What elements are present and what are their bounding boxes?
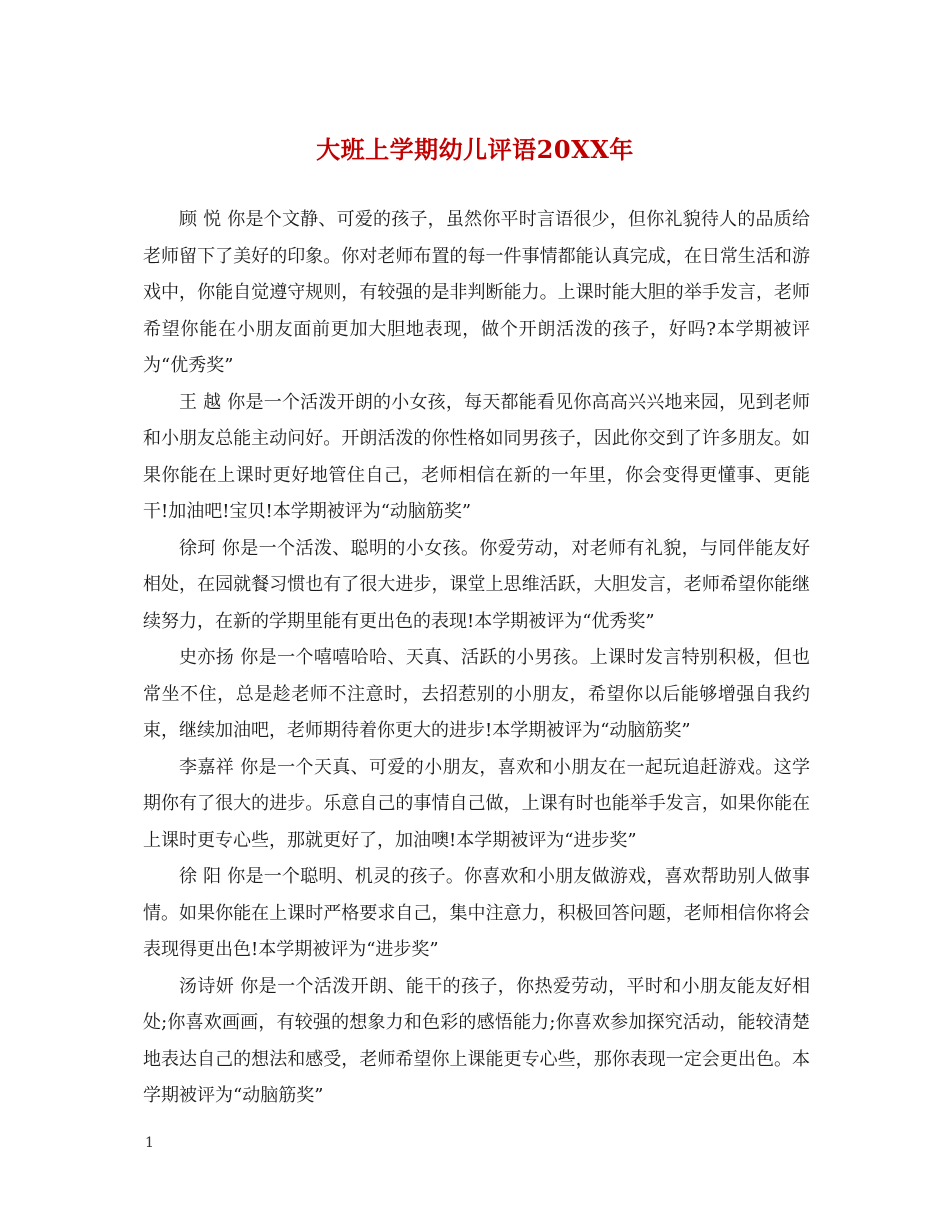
page-number: 1 xyxy=(145,1135,154,1151)
comment-paragraph-3: 徐珂 你是一个活泼、聪明的小女孩。你爱劳动，对老师有礼貌，与同伴能友好相处，在园就餐习惯也有了很大进步，课堂上思维活跃，大胆发言，老师希望你能继续努力，在新的学期里能有更出色的表现!本学期被评为“优秀奖” xyxy=(143,537,810,632)
document-body xyxy=(143,202,810,1115)
comment-paragraph-6: 徐 阳 你是一个聪明、机灵的孩子。你喜欢和小朋友做游戏，喜欢帮助别人做事情。如果你能在上课时严格要求自己，集中注意力，积极回答问题，老师相信你将会表现得更出色!本学期被评为“进步奖” xyxy=(143,866,810,960)
comment-paragraph-5: 李嘉祥 你是一个天真、可爱的小朋友，喜欢和小朋友在一起玩追赶游戏。这学期你有了很大的进步。乐意自己的事情自己做，上课有时也能举手发言，如果你能在上课时更专心些，那就更好了，加油噢!本学期被评为“进步奖” xyxy=(143,756,810,851)
comment-paragraph-4: 史亦扬 你是一个嘻嘻哈哈、天真、活跃的小男孩。上课时发言特别积极，但也常坐不住，总是趁老师不注意时，去招惹别的小朋友，希望你以后能够增强自我约束，继续加油吧，老师期待着你更大的进步!本学期被评为“动脑筋奖” xyxy=(143,647,810,741)
comment-paragraph-1: 顾 悦 你是个文静、可爱的孩子，虽然你平时言语很少，但你礼貌待人的品质给老师留下了美好的印象。你对老师布置的每一件事情都能认真完成，在日常生活和游戏中，你能自觉遵守规则，有较强的是非判断能力。上课时能大胆的举手发言，老师希望你能在小朋友面前更加大胆地表现，做个开朗活泼的孩子，好吗?本学期被评为“优秀奖” xyxy=(143,209,810,376)
comment-paragraph-7: 汤诗妍 你是一个活泼开朗、能干的孩子，你热爱劳动，平时和小朋友能友好相处;你喜欢画画，有较强的想象力和色彩的感悟能力;你喜欢参加探究活动，能较清楚地表达自己的想法和感受，老师希望你上课能更专心些，那你表现一定会更出色。本学期被评为“动脑筋奖” xyxy=(143,975,811,1106)
document-title: 大班上学期幼儿评语20XX年 xyxy=(316,135,634,164)
comment-paragraph-2: 王 越 你是一个活泼开朗的小女孩，每天都能看见你高高兴兴地来园，见到老师和小朋友总能主动问好。开朗活泼的你性格如同男孩子，因此你交到了许多朋友。如果你能在上课时更好地管住自己，老师相信在新的一年里，你会变得更懂事、更能干!加油吧!宝贝!本学期被评为“动脑筋奖” xyxy=(143,391,810,522)
